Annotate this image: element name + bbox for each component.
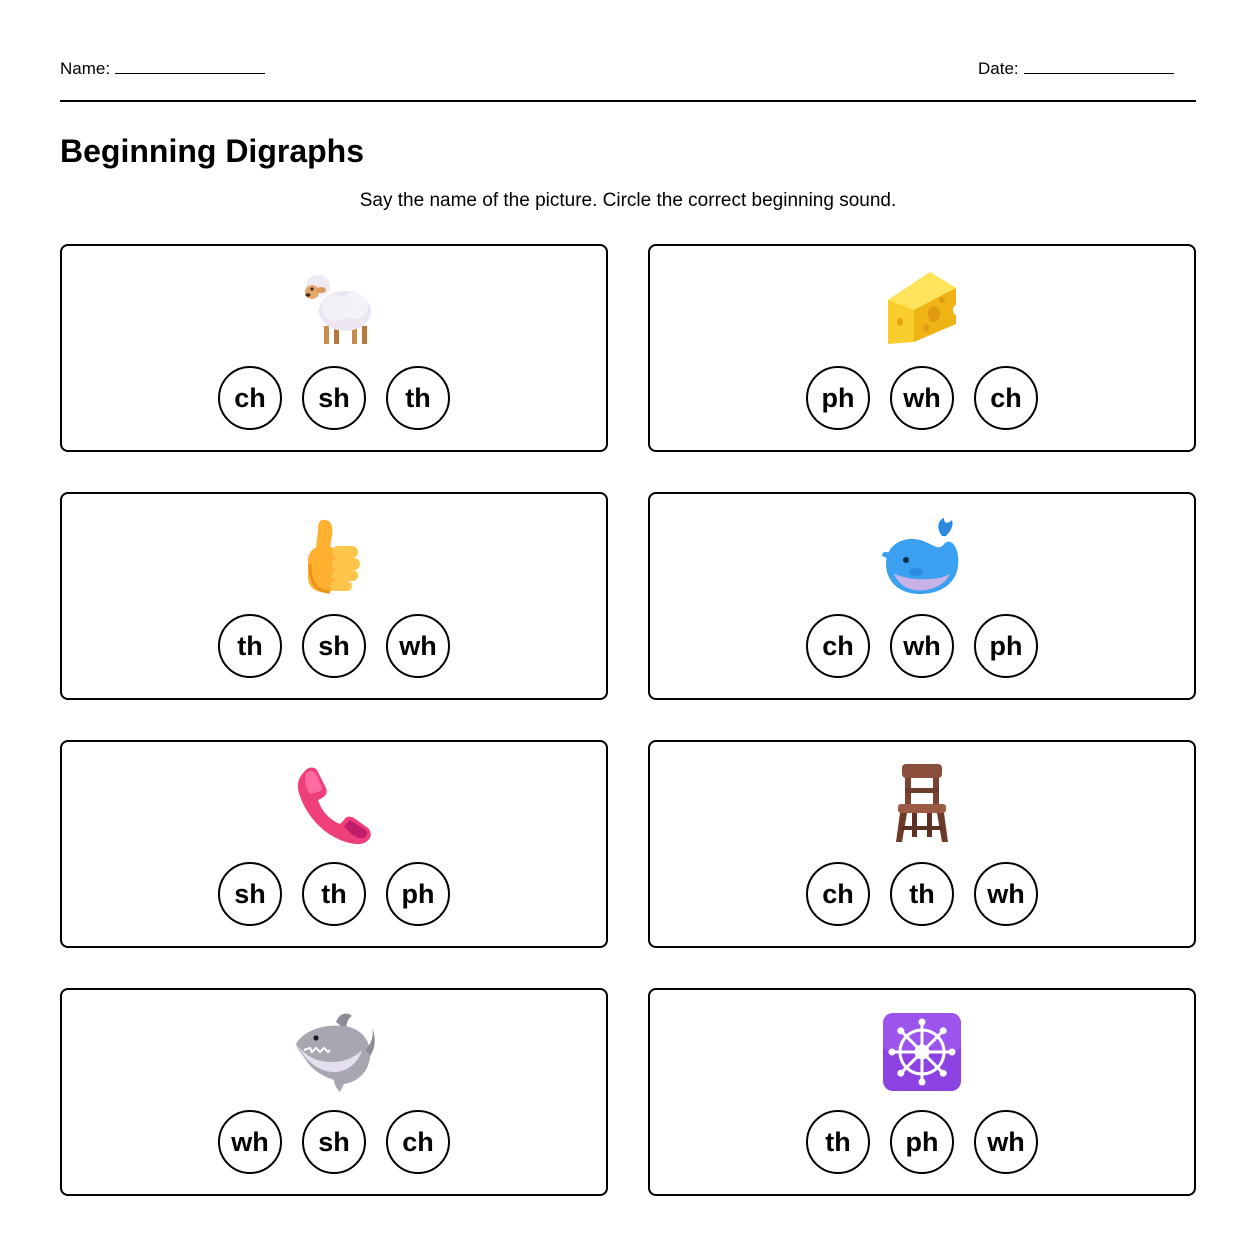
- options-row: [650, 862, 1194, 926]
- date-line[interactable]: [1024, 59, 1174, 74]
- options-row: [62, 1110, 606, 1174]
- whale-icon: [880, 514, 964, 598]
- shark-icon: [292, 1010, 376, 1094]
- item-card: [648, 492, 1196, 700]
- option-wh[interactable]: wh: [890, 614, 954, 678]
- option-th[interactable]: th: [218, 614, 282, 678]
- options-row: [62, 366, 606, 430]
- option-th[interactable]: th: [302, 862, 366, 926]
- cheese-icon: [880, 266, 964, 350]
- item-card: [60, 740, 608, 948]
- options-row: [62, 614, 606, 678]
- page-title: Beginning Digraphs: [60, 133, 364, 169]
- options-row: [650, 614, 1194, 678]
- option-ph[interactable]: ph: [806, 366, 870, 430]
- option-wh[interactable]: wh: [386, 614, 450, 678]
- item-card: [60, 492, 608, 700]
- name-line[interactable]: [115, 59, 265, 74]
- header-divider: [60, 100, 1196, 102]
- item-card: [60, 244, 608, 452]
- option-wh[interactable]: wh: [890, 366, 954, 430]
- options-row: [62, 862, 606, 926]
- option-ph[interactable]: ph: [974, 614, 1038, 678]
- option-wh[interactable]: wh: [974, 1110, 1038, 1174]
- instructions: Say the name of the picture. Circle the correct beginning sound.: [359, 190, 897, 211]
- option-ch[interactable]: ch: [806, 862, 870, 926]
- item-card: [60, 988, 608, 1196]
- chair-icon: [880, 762, 964, 846]
- phone-icon: [292, 762, 376, 846]
- option-ch[interactable]: ch: [806, 614, 870, 678]
- options-row: [650, 1110, 1194, 1174]
- option-wh[interactable]: wh: [974, 862, 1038, 926]
- worksheet-grid: [60, 244, 1196, 1196]
- option-ch[interactable]: ch: [974, 366, 1038, 430]
- item-card: [648, 988, 1196, 1196]
- option-sh[interactable]: sh: [302, 366, 366, 430]
- option-th[interactable]: th: [806, 1110, 870, 1174]
- option-wh[interactable]: wh: [218, 1110, 282, 1174]
- option-ph[interactable]: ph: [890, 1110, 954, 1174]
- option-sh[interactable]: sh: [218, 862, 282, 926]
- option-sh[interactable]: sh: [302, 614, 366, 678]
- option-ch[interactable]: ch: [386, 1110, 450, 1174]
- date-label: Date:: [978, 59, 1019, 78]
- option-ph[interactable]: ph: [386, 862, 450, 926]
- thumbs-up-icon: [292, 514, 376, 598]
- option-th[interactable]: th: [890, 862, 954, 926]
- sheep-icon: [292, 266, 376, 350]
- item-card: [648, 740, 1196, 948]
- option-th[interactable]: th: [386, 366, 450, 430]
- option-sh[interactable]: sh: [302, 1110, 366, 1174]
- name-field[interactable]: [60, 59, 265, 79]
- date-field[interactable]: [978, 59, 1174, 79]
- option-ch[interactable]: ch: [218, 366, 282, 430]
- name-label: Name:: [60, 59, 111, 78]
- item-card: [648, 244, 1196, 452]
- wheel-of-dharma-icon: [880, 1010, 964, 1094]
- options-row: [650, 366, 1194, 430]
